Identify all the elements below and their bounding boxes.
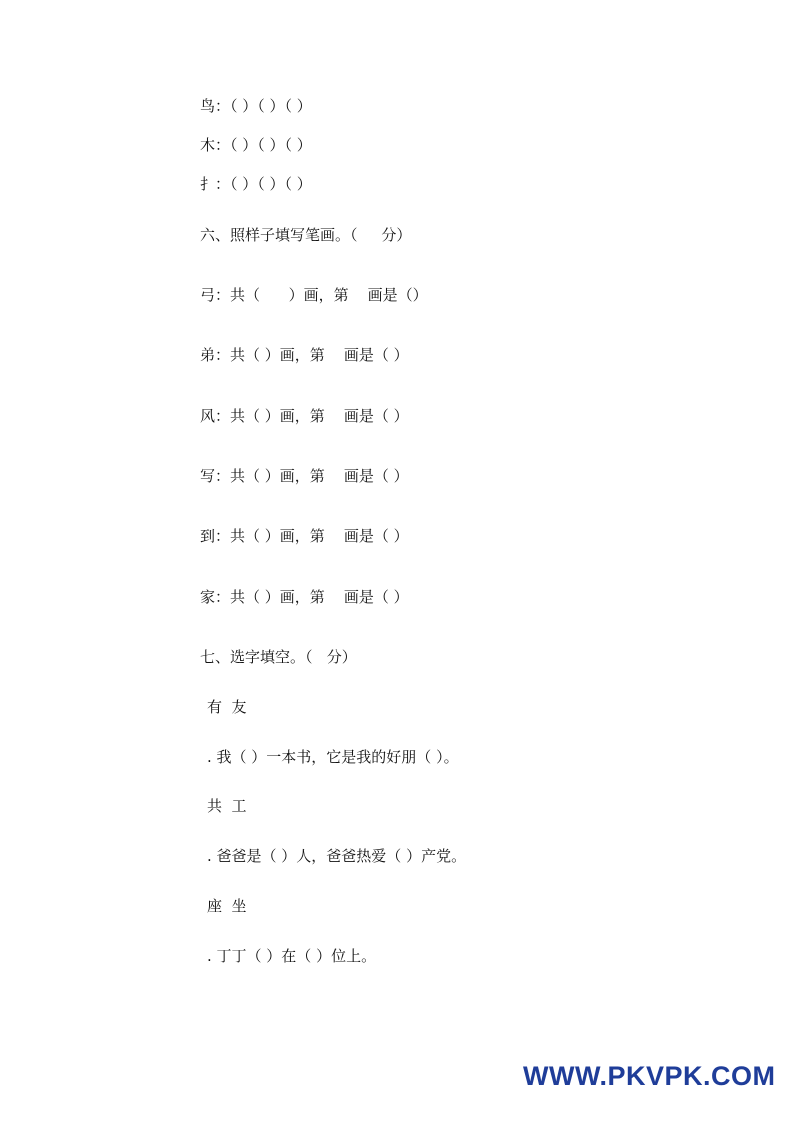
stroke-item-feng: 风：共（ ）画，第 画是（ ）	[200, 407, 409, 425]
stroke-item-di: 弟：共（ ）画，第 画是（ ）	[200, 346, 409, 364]
fill-sentence: . 我（ ）一本书，它是我的好朋（ ）。	[207, 748, 459, 766]
radical-line-hand: 扌：（ ）（ ）（ ）	[200, 175, 312, 193]
radical-line-bird: 鸟：（ ）（ ）（ ）	[200, 97, 312, 115]
choice-pair: 共 工	[207, 797, 247, 815]
choice-pair: 有 友	[207, 698, 247, 716]
choice-pair: 座 坐	[207, 897, 247, 915]
site-watermark: WWW.PKVPK.COM	[523, 1061, 776, 1091]
fill-sentence: . 爸爸是（ ）人，爸爸热爱（ ）产党。	[207, 847, 467, 865]
fill-sentence: . 丁丁（ ）在（ ）位上。	[207, 947, 377, 965]
stroke-item-xie: 写：共（ ）画，第 画是（ ）	[200, 467, 409, 485]
stroke-item-jia: 家：共（ ）画，第 画是（ ）	[200, 588, 409, 606]
radical-line-wood: 木：（ ）（ ）（ ）	[200, 136, 312, 154]
stroke-item-dao: 到：共（ ）画，第 画是（ ）	[200, 527, 409, 545]
stroke-item-gong: 弓：共（ ）画，第 画是（）	[200, 286, 428, 304]
section6-heading: 六、照样子填写笔画。（ 分）	[200, 226, 412, 244]
section7-heading: 七、选字填空。（ 分）	[200, 648, 357, 666]
